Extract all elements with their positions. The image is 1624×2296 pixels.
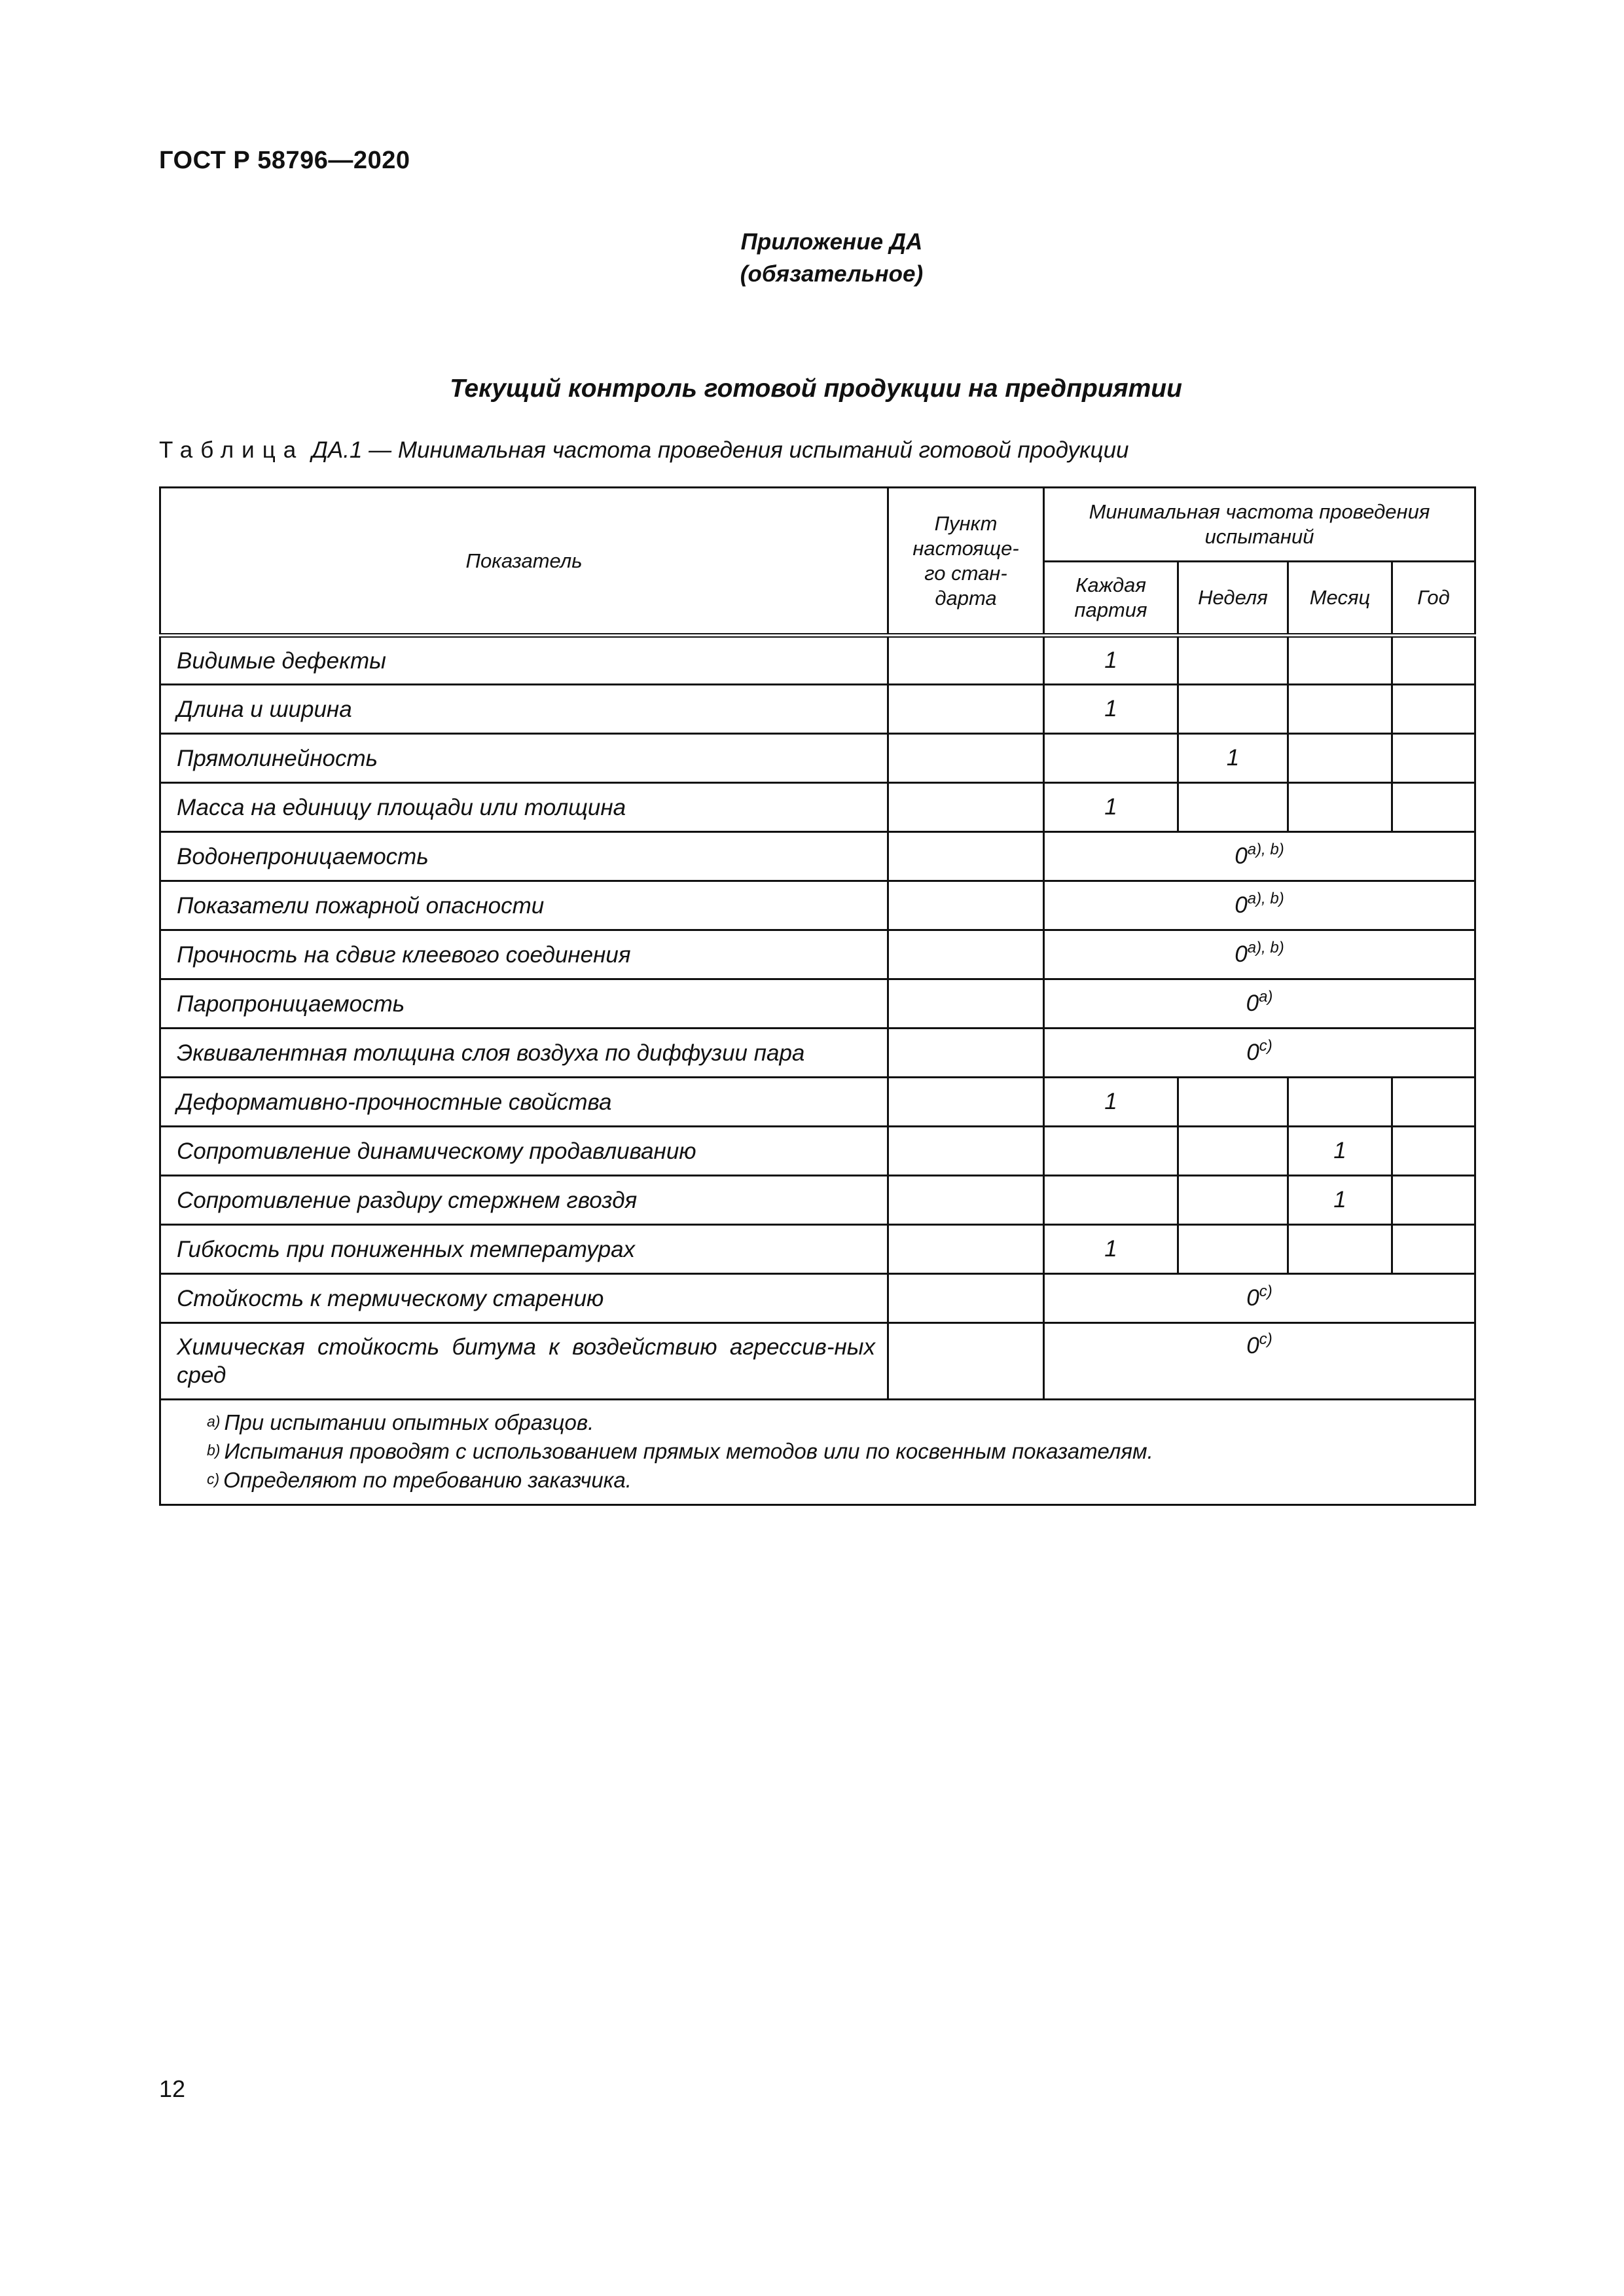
footnote-reference: c) — [1259, 1330, 1272, 1348]
indicator-name: Паропроницаемость — [160, 979, 888, 1029]
footnote-text: При испытании опытных образцов. — [224, 1410, 594, 1434]
merged-frequency-cell — [1044, 930, 1475, 979]
table-row — [160, 636, 1475, 685]
footnote-reference: a), b) — [1247, 890, 1284, 907]
footnote-mark: b) — [207, 1442, 221, 1459]
clause-cell — [888, 832, 1044, 881]
table-row — [160, 783, 1475, 832]
footnote-reference: a), b) — [1247, 939, 1284, 957]
table-row — [160, 1078, 1475, 1127]
indicator-name: Деформативно-прочностные свойства — [160, 1078, 888, 1127]
table-caption-text: ДА.1 — Минимальная частота проведения испытаний готовой продукции — [312, 437, 1129, 463]
header-week: Неделя — [1178, 562, 1288, 636]
document-code: ГОСТ Р 58796—2020 — [159, 147, 410, 174]
footnote-reference: a) — [1259, 988, 1273, 1006]
indicator-name: Водонепроницаемость — [160, 832, 888, 881]
frequency-year-cell — [1392, 783, 1475, 832]
header-year: Год — [1392, 562, 1475, 636]
frequency-value: 0 — [1235, 843, 1248, 869]
frequency-month-cell — [1288, 1078, 1392, 1127]
table-row — [160, 979, 1475, 1029]
frequency-batch-cell: 1 — [1044, 636, 1178, 685]
table-caption-label: Таблица — [159, 437, 304, 463]
frequency-value: 0 — [1246, 1285, 1259, 1311]
header-frequency-text: Минимальная частота проведения испытаний — [1089, 500, 1430, 548]
table-row — [160, 734, 1475, 783]
appendix-title: Приложение ДА — [740, 229, 923, 255]
frequency-month-cell — [1288, 734, 1392, 783]
footnote-reference: a), b) — [1247, 841, 1284, 858]
footnote — [207, 1437, 1474, 1466]
header-each-batch — [1044, 562, 1178, 636]
frequency-year-cell — [1392, 1176, 1475, 1225]
merged-frequency-cell — [1044, 881, 1475, 930]
indicator-name: Видимые дефекты — [160, 636, 888, 685]
indicator-name: Стойкость к термическому старению — [160, 1274, 888, 1323]
frequency-month-cell — [1288, 783, 1392, 832]
clause-cell — [888, 783, 1044, 832]
table-row — [160, 685, 1475, 734]
table-caption — [159, 437, 1129, 464]
table-row — [160, 1029, 1475, 1078]
indicator-name: Гибкость при пониженных температурах — [160, 1225, 888, 1274]
table-row — [160, 930, 1475, 979]
frequency-year-cell — [1392, 1127, 1475, 1176]
clause-cell — [888, 1323, 1044, 1400]
table-body — [160, 636, 1475, 1505]
frequency-year-cell — [1392, 1078, 1475, 1127]
frequency-batch-cell: 1 — [1044, 1225, 1178, 1274]
page-number: 12 — [159, 2075, 186, 2102]
footnote — [207, 1408, 1474, 1437]
frequency-month-cell: 1 — [1288, 1127, 1392, 1176]
clause-cell — [888, 1127, 1044, 1176]
clause-cell — [888, 1078, 1044, 1127]
frequency-value: 0 — [1235, 941, 1248, 967]
frequency-batch-cell — [1044, 734, 1178, 783]
footnote-text: Испытания проводят с использованием прямых методов или по косвенным показателям. — [224, 1439, 1153, 1463]
frequency-table — [159, 486, 1476, 1506]
frequency-year-cell — [1392, 636, 1475, 685]
frequency-batch-cell: 1 — [1044, 1078, 1178, 1127]
header-frequency — [1044, 488, 1475, 562]
frequency-week-cell — [1178, 685, 1288, 734]
table-row — [160, 1176, 1475, 1225]
merged-frequency-cell — [1044, 1274, 1475, 1323]
clause-cell — [888, 1225, 1044, 1274]
clause-cell — [888, 930, 1044, 979]
frequency-year-cell — [1392, 1225, 1475, 1274]
table-row — [160, 832, 1475, 881]
frequency-week-cell — [1178, 783, 1288, 832]
clause-cell — [888, 636, 1044, 685]
indicator-name: Эквивалентная толщина слоя воздуха по диффузии пара — [160, 1029, 888, 1078]
indicator-name: Сопротивление раздиру стержнем гвоздя — [160, 1176, 888, 1225]
header-each-batch-text: Каждая партия — [1074, 574, 1147, 621]
table-row — [160, 881, 1475, 930]
footnote-mark: c) — [207, 1470, 220, 1487]
merged-frequency-cell — [1044, 979, 1475, 1029]
indicator-name: Прямолинейность — [160, 734, 888, 783]
frequency-month-cell — [1288, 1225, 1392, 1274]
clause-cell — [888, 881, 1044, 930]
clause-cell — [888, 1274, 1044, 1323]
indicator-name: Химическая стойкость битума к воздействию агрессив-ных сред — [160, 1323, 888, 1400]
frequency-week-cell — [1178, 1225, 1288, 1274]
table-row — [160, 1127, 1475, 1176]
frequency-month-cell — [1288, 685, 1392, 734]
footnotes-row — [160, 1400, 1475, 1505]
frequency-week-cell — [1178, 1127, 1288, 1176]
footnote-text: Определяют по требованию заказчика. — [223, 1468, 632, 1492]
frequency-week-cell — [1178, 636, 1288, 685]
clause-cell — [888, 685, 1044, 734]
table-row — [160, 1225, 1475, 1274]
header-clause — [888, 488, 1044, 636]
frequency-batch-cell — [1044, 1127, 1178, 1176]
table-row — [160, 1323, 1475, 1400]
footnote-reference: c) — [1259, 1283, 1272, 1300]
section-title: Текущий контроль готовой продукции на предприятии — [450, 374, 1182, 403]
frequency-value: 0 — [1246, 991, 1259, 1016]
frequency-value: 0 — [1246, 1333, 1259, 1358]
footnote — [207, 1466, 1474, 1495]
indicator-name: Масса на единицу площади или толщина — [160, 783, 888, 832]
indicator-name: Длина и ширина — [160, 685, 888, 734]
header-indicator: Показатель — [160, 488, 888, 636]
merged-frequency-cell — [1044, 1323, 1475, 1400]
frequency-year-cell — [1392, 734, 1475, 783]
header-clause-text: Пункт настояще-го стан-дарта — [912, 511, 1019, 610]
frequency-month-cell — [1288, 636, 1392, 685]
clause-cell — [888, 1029, 1044, 1078]
frequency-week-cell — [1178, 1078, 1288, 1127]
indicator-name: Показатели пожарной опасности — [160, 881, 888, 930]
clause-cell — [888, 979, 1044, 1029]
indicator-name: Прочность на сдвиг клеевого соединения — [160, 930, 888, 979]
frequency-batch-cell — [1044, 1176, 1178, 1225]
footnote-mark: a) — [207, 1413, 221, 1430]
merged-frequency-cell — [1044, 832, 1475, 881]
clause-cell — [888, 1176, 1044, 1225]
frequency-batch-cell: 1 — [1044, 685, 1178, 734]
indicator-name: Сопротивление динамическому продавливанию — [160, 1127, 888, 1176]
appendix-status: (обязательное) — [740, 261, 924, 287]
frequency-week-cell: 1 — [1178, 734, 1288, 783]
frequency-batch-cell: 1 — [1044, 783, 1178, 832]
frequency-value: 0 — [1246, 1040, 1259, 1065]
frequency-value: 0 — [1235, 892, 1248, 918]
footnote-reference: c) — [1259, 1037, 1272, 1055]
footnotes — [160, 1400, 1475, 1505]
frequency-week-cell — [1178, 1176, 1288, 1225]
frequency-month-cell: 1 — [1288, 1176, 1392, 1225]
frequency-year-cell — [1392, 685, 1475, 734]
merged-frequency-cell — [1044, 1029, 1475, 1078]
clause-cell — [888, 734, 1044, 783]
header-month: Месяц — [1288, 562, 1392, 636]
table-row — [160, 1274, 1475, 1323]
appendix-heading — [0, 226, 1624, 290]
